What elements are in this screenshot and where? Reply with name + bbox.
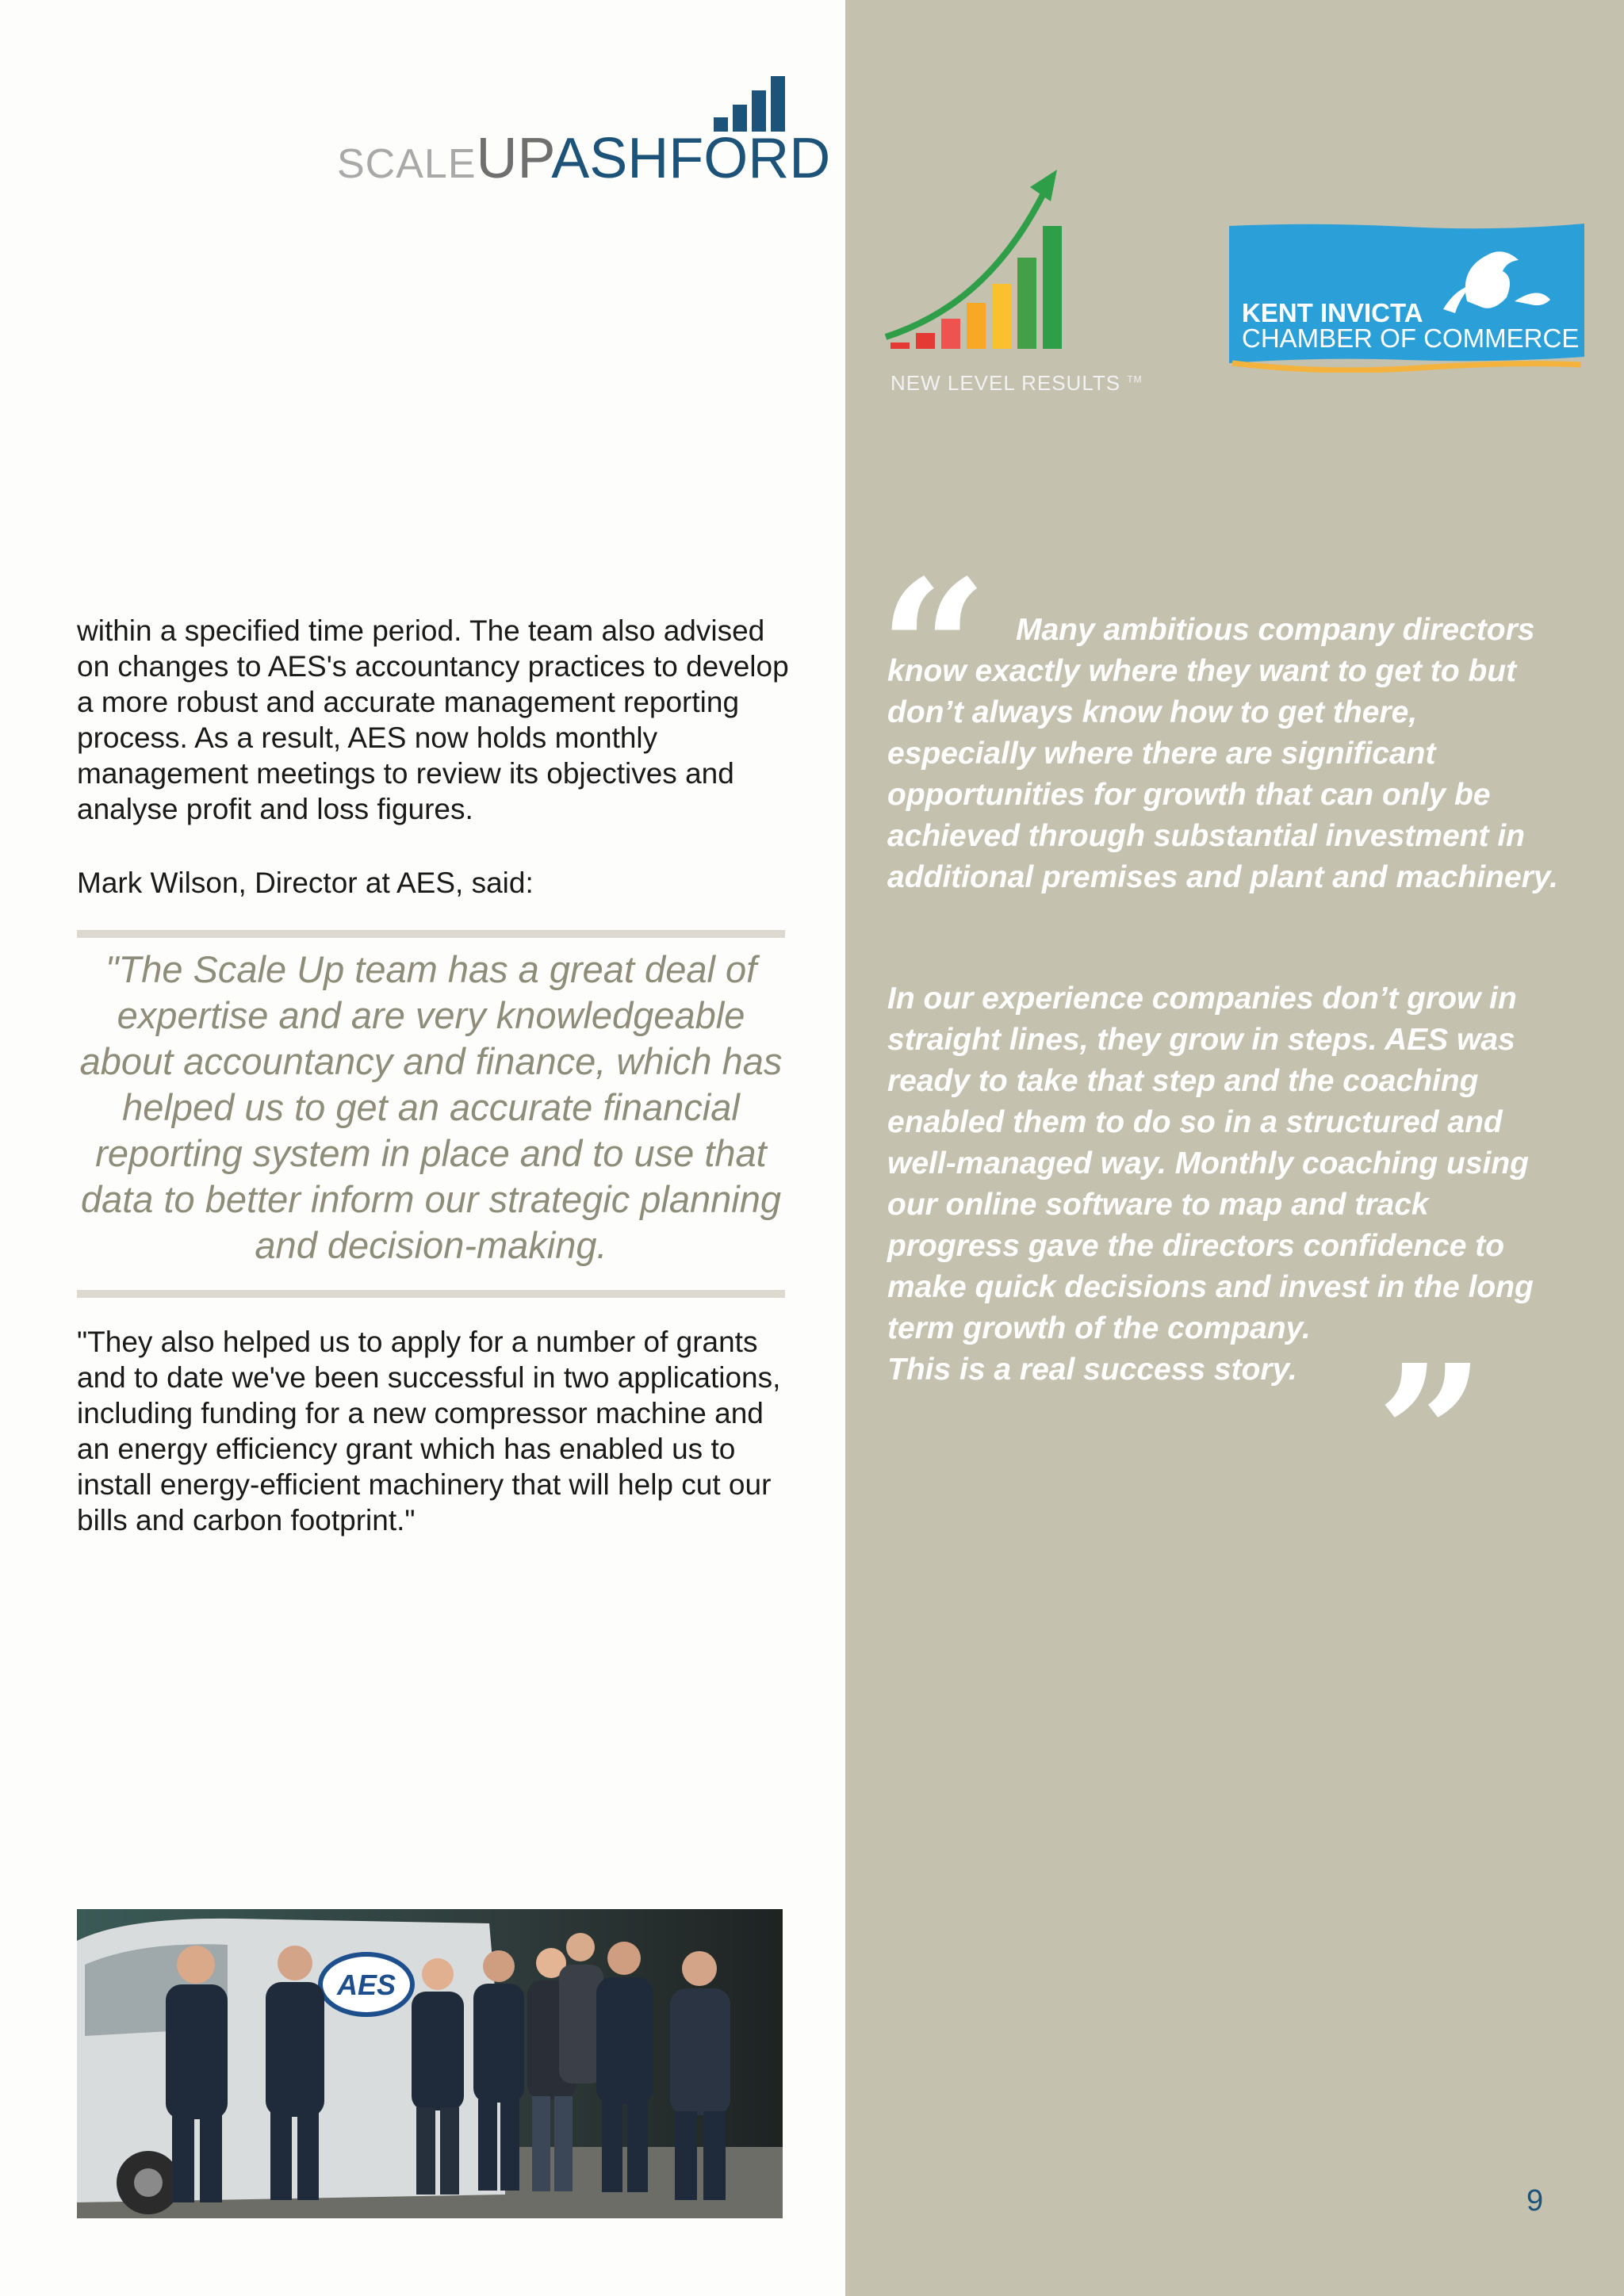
page-number: 9 xyxy=(1526,2184,1544,2218)
new-level-results-text: NEW LEVEL RESULTS ™ xyxy=(891,371,1143,395)
testimonial-closing: This is a real success story. xyxy=(887,1353,1297,1387)
attribution-line: Mark Wilson, Director at AES, said: xyxy=(77,867,534,899)
scaleup-wordmark xyxy=(337,127,831,190)
body-paragraph-3: "They also helped us to apply for a number of grants and to date we've been successful in two applications, including funding for a new compressor machine and an energy efficiency grant which has enabled us to install energy-efficient machinery that will help cut our bills and carbon footprint." xyxy=(77,1326,781,1536)
scaleup-ashford-logo xyxy=(337,76,831,190)
bar-chart-icon xyxy=(714,76,785,132)
kent-invicta-logo xyxy=(1229,222,1584,373)
pull-quote-rule-top xyxy=(77,930,785,938)
testimonial-body: In our experience companies don’t grow in straight lines, they grow in steps. AES was ready to take that step and the coaching enabled them to do so in a structured and well-managed way. Monthly coaching using our online software to map and track progress gave the directors confidence to make quick decisions and invest in the long term growth of the company. xyxy=(887,982,1534,1345)
body-paragraph-1: within a specified time period. The team also advised on changes to AES's accountancy practices to develop a more robust and accurate management reporting process. As a result, AES now holds monthly management meetings to review its objectives and analyse profit and loss figures. xyxy=(77,614,789,825)
close-quote-mark: ” xyxy=(1376,1323,1486,1547)
team-photo xyxy=(77,1909,783,2218)
van-logo-text: AES xyxy=(336,1969,396,2001)
pull-quote: "The Scale Up team has a great deal of expertise and are very knowledgeable about accountancy and finance, which has helped us to get an accurate financial reporting system in place and to use that data to better inform our strategic planning and decision-making. xyxy=(79,948,783,1266)
logo-up-text: UP xyxy=(476,127,552,190)
new-level-results-logo xyxy=(875,166,1168,404)
logo-scale-text: SCALE xyxy=(337,141,477,187)
open-quote-mark: “ xyxy=(879,538,989,762)
kent-invicta-title: KENT INVICTA xyxy=(1242,298,1423,327)
testimonial-paragraph-1: Many ambitious company directors know exactly where they want to get to but don’t always know how to get there, especially where there are significant opportunities for growth that can only be achieved through substantial investment in additional premises and plant and machinery. xyxy=(887,613,1558,894)
logo-ashford-text: ASHFORD xyxy=(551,127,831,190)
team-photo-illustration xyxy=(77,1909,783,2218)
growth-chart-icon xyxy=(875,166,1168,365)
chamber-of-commerce-text: CHAMBER OF COMMERCE xyxy=(1242,323,1580,353)
pull-quote-rule-bottom xyxy=(77,1290,785,1298)
